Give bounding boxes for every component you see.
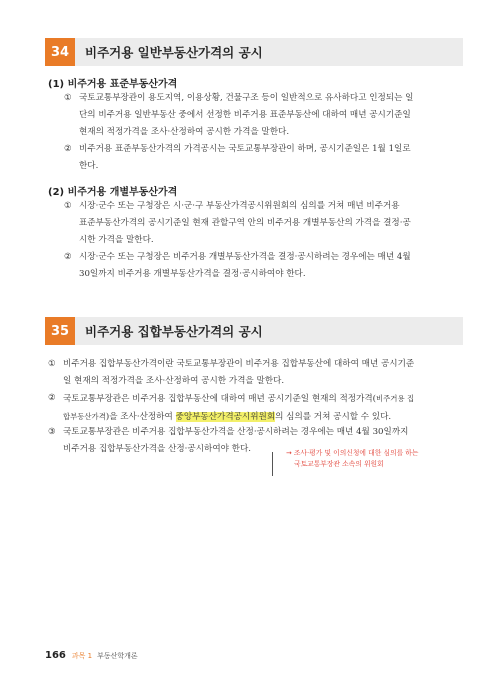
item-line: 현재의 적정가격을 조사·산정하여 공시한 가격을 말한다.: [79, 127, 290, 137]
page-number: 166: [45, 650, 66, 661]
item-line: 30일까지 비주거용 개별부동산가격을 결정·공시하여야 한다.: [79, 269, 306, 279]
list-item: [64, 90, 464, 141]
item-line: 국토교통부장관은 비주거용 집합부동산가격을 산정·공시하려는 경우에는 매년 4월 30일까지: [63, 427, 409, 437]
highlighted-term: 중앙부동산가격공시위원회: [175, 412, 276, 422]
item-marker: ②: [48, 393, 56, 403]
annotation-line: → 조사·평가 및 이의신청에 대한 심의를 하는: [286, 449, 419, 457]
annotation-connector: [272, 452, 273, 476]
item-line: 시장·군수 또는 구청장은 시·군·구 부동산가격공시위원회의 심의를 거쳐 매년 비주거용: [79, 201, 400, 211]
book-label: 과목 1: [71, 652, 93, 660]
item-line: 단의 비주거용 일반부동산 중에서 선정한 비주거용 표준부동산에 대하여 매년 공시기준일: [79, 110, 411, 120]
item-marker: ①: [48, 359, 56, 369]
list-item: [48, 390, 466, 426]
item-line: 국토교통부장관이 용도지역, 이용상황, 건물구조 등이 일반적으로 유사하다고 인정되는 일: [79, 93, 414, 103]
item-line: 비주거용 집합부동산가격을 산정·공시하여야 한다.: [63, 444, 251, 454]
list-item: [64, 249, 464, 283]
item-line: 표준부동산가격의 공시기준일 현재 관할구역 안의 비주거용 개별부동산의 가격을 결정·공: [79, 218, 411, 228]
item-text: 의 심의를 거쳐 공시할 수 있다.: [275, 412, 392, 422]
item-text: 국토교통부장관은 비주거용 집합부동산에 대하여 매년 공시기준일 현재의 적정가격(: [63, 394, 377, 404]
item-text-small: 합부동산가격: [63, 412, 106, 421]
list-item: [64, 141, 464, 175]
page-footer: [45, 650, 138, 661]
item-marker: ①: [64, 93, 72, 103]
list-item: [48, 356, 466, 390]
item-text-small: 비주거용 집: [376, 394, 415, 403]
item-line: 비주거용 표준부동산가격의 가격공시는 국토교통부장관이 하며, 공시기준일은 1월 1일로: [79, 144, 411, 154]
book-title: 부동산학개론: [97, 652, 138, 660]
section-header: [45, 317, 463, 345]
item-text: )을 조사·산정하여: [105, 412, 176, 422]
section-title: 비주거용 집합부동산가격의 공시: [85, 324, 263, 339]
item-line: 일 현재의 적정가격을 조사·산정하여 공시한 가격을 말한다.: [63, 376, 285, 386]
item-line: [63, 390, 466, 408]
annotation-note: [286, 448, 461, 470]
item-line: 시한 가격을 말한다.: [79, 235, 154, 245]
item-line: 시장·군수 또는 구청장은 비주거용 개별부동산가격을 결정·공시하려는 경우에는 매년 4월: [79, 252, 411, 262]
section-title: 비주거용 일반부동산가격의 공시: [85, 45, 263, 60]
item-marker: ②: [64, 144, 72, 154]
item-line: 한다.: [79, 161, 99, 171]
item-line: 비주거용 집합부동산가격이란 국토교통부장관이 비주거용 집합부동산에 대하여 매년 공시기준: [63, 359, 415, 369]
item-marker: ②: [64, 252, 72, 262]
section-number: 34: [45, 38, 75, 66]
subsection-title: (2) 비주거용 개별부동산가격: [48, 187, 178, 198]
section-number: 35: [45, 317, 75, 345]
annotation-line: 국토교통부장관 소속의 위원회: [294, 460, 384, 468]
section-header: [45, 38, 463, 66]
subsection-title: (1) 비주거용 표준부동산가격: [48, 79, 178, 90]
list-item: [64, 198, 464, 249]
item-marker: ③: [48, 427, 56, 437]
item-marker: ①: [64, 201, 72, 211]
